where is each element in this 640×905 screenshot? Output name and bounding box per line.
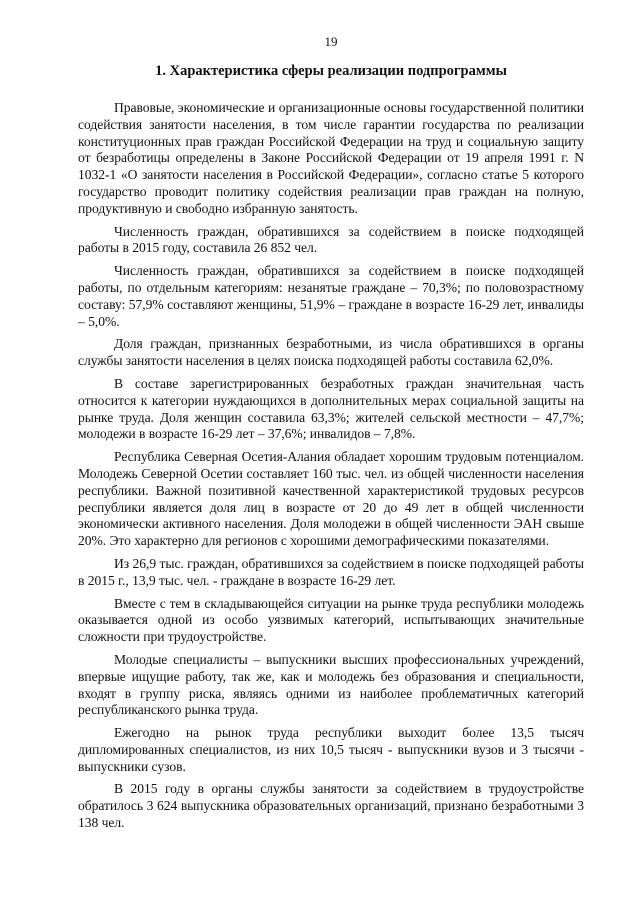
paragraph-applicants-count: Численность граждан, обратившихся за содействием в поиске подходящей работы в 2015 году, составила 26 852 чел. [78,223,584,256]
paragraph-unemployed-share: Доля граждан, признанных безработными, из числа обратившихся в органы службы занятости населения в целях поиска подходящей работы составила 62,0%. [78,336,584,369]
section-heading: 1. Характеристика сферы реализации подпрограммы [155,63,507,79]
paragraph-youth-applicants: Из 26,9 тыс. граждан, обратившихся за содействием в поиске подходящей работы в 2015 г., 13,9 тыс. чел. - граждане в возрасте 16-29 лет. [78,555,584,588]
paragraph-registered-unemployed: В составе зарегистрированных безработных граждан значительная часть относится к категории нуждающихся в дополнительных мерах социальной защиты на рынке труда. Доля женщин составила 63,3%; жителей сельской местности – 47,7%; молодежи в возрасте 16-29 лет – 37,6%; инвалидов – 7,8%. [78,375,584,442]
page-number: 19 [324,34,338,49]
paragraph-labor-potential: Республика Северная Осетия-Алания обладает хорошим трудовым потенциалом. Молодежь Северной Осетии составляет 160 тыс. чел. из общей численности населения республики. Важной позитивной качественной характеристикой трудовых ресурсов республики является доля лиц в возрасте от 20 до 49 лет в общей численности экономически активного населения. Доля молодежи в общей численности ЭАН свыше 20%. Это характерно для регионов с хорошими демографическими показателями. [78,449,584,549]
paragraph-graduates-annual: Ежегодно на рынок труда республики выходит более 13,5 тысяч дипломированных специалистов, из них 10,5 тысяч - выпускники вузов и 3 тысячи - выпускники сузов. [78,725,584,774]
paragraph-graduates-2015: В 2015 году в органы службы занятости за содействием в трудоустройстве обратилось 3 624 выпускника образовательных организаций, признано безработными 3 138 чел. [78,781,584,831]
paragraph-youth-vulnerability: Вместе с тем в складывающейся ситуации на рынке труда республики молодежь оказывается одной из особо уязвимых категорий, испытывающих значительные сложности при трудоустройстве. [78,595,584,645]
paragraph-legal-basis: Правовые, экономические и организационные основы государственной политики содействия занятости населения, в том числе гарантии государства по реализации конституционных прав граждан Российской Федерации на труд и социальную защиту от безработицы определены в Законе Российской Федерации от 19 апреля 1991 г. N 1032-1 «О занятости населения в Российской Федерации», согласно статье 5 которого государство проводит политику содействия реализации прав граждан на полную, продуктивную и свободно избранную занятость. [78,100,584,216]
paragraph-young-specialists: Молодые специалисты – выпускники высших профессиональных учреждений, впервые ищущие работу, так же, как и молодежь без образования и специальности, входят в группу риска, являясь одними из наиболее проблематичных категорий республиканского рынка труда. [78,651,584,718]
paragraph-applicants-categories: Численность граждан, обратившихся за содействием в поиске подходящей работы, по отдельным категориям: незанятые граждане – 70,3%; по половозрастному составу: 57,9% составляют женщины, 51,9% – граждане в возрасте 16-29 лет, инвалиды – 5,0%. [78,263,584,329]
